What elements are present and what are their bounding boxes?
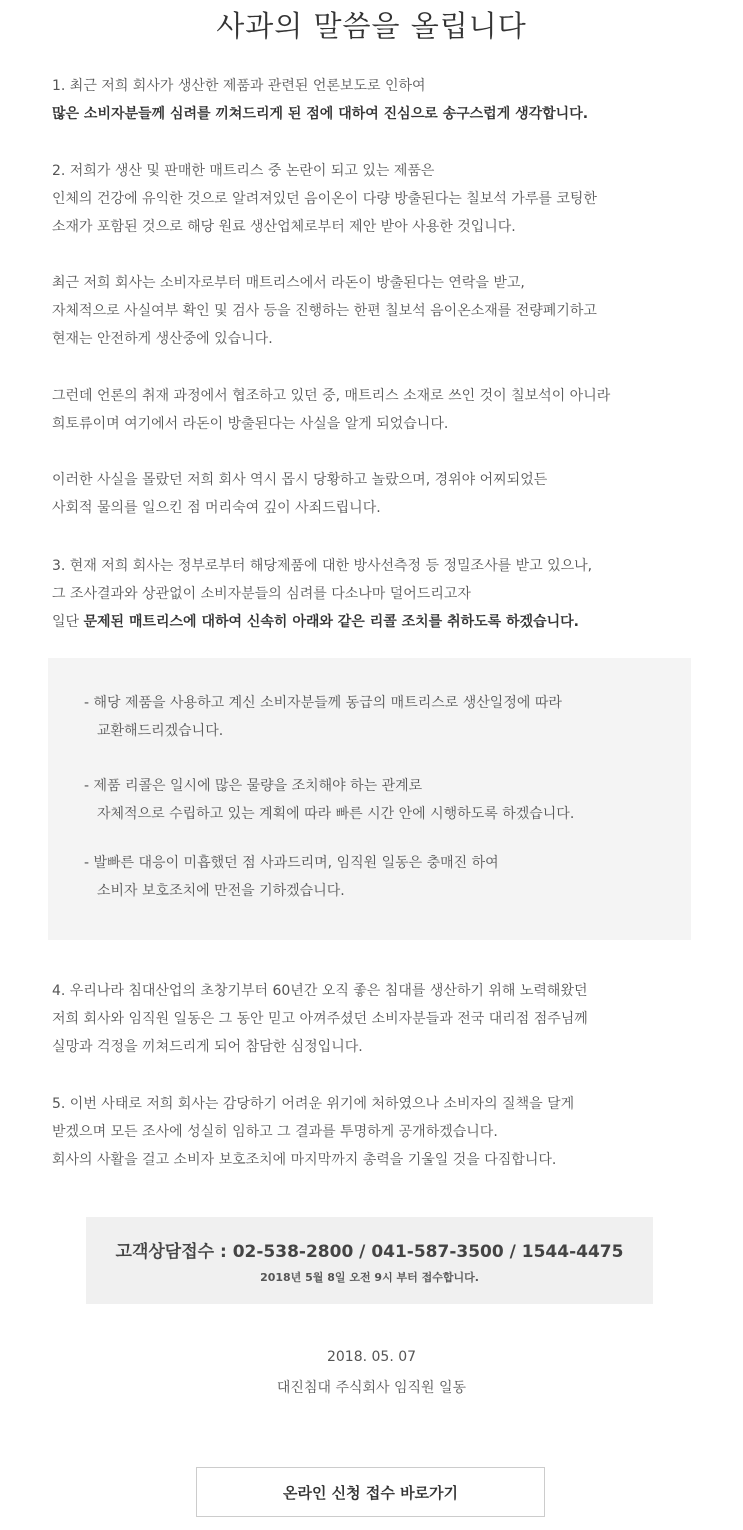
recall-item-1-line-1: - 해당 제품을 사용하고 계신 소비자분들께 동급의 매트리스로 생산일정에 따라 bbox=[84, 695, 562, 711]
customer-contact-box bbox=[86, 1217, 653, 1304]
section-2d-paragraph bbox=[52, 466, 712, 522]
section-2d-line-1: 이러한 사실을 몰랐던 저희 회사 역시 몹시 당황하고 놀랐으며, 경위야 어찌되었든 bbox=[52, 472, 548, 488]
section-4-line-3: 실망과 걱정을 끼쳐드리게 되어 참담한 심정입니다. bbox=[52, 1039, 363, 1055]
section-4-paragraph bbox=[52, 977, 712, 1061]
section-3-line-1: 3. 현재 저희 회사는 정부로부터 해당제품에 대한 방사선측정 등 정밀조사를 받고 있으나, bbox=[52, 558, 593, 574]
section-3-line-3-bold: 문제된 매트리스에 대하여 신속히 아래와 같은 리콜 조치를 취하도록 하겠습니다. bbox=[83, 614, 579, 630]
section-2d-line-2: 사회적 물의를 일으킨 점 머리숙여 깊이 사죄드립니다. bbox=[52, 500, 381, 516]
section-5-line-1: 5. 이번 사태로 저희 회사는 감당하기 어려운 위기에 처하였으나 소비자의 질책을 달게 bbox=[52, 1096, 575, 1112]
section-4-line-2: 저희 회사와 임직원 일동은 그 동안 믿고 아껴주셨던 소비자분들과 전국 대리점 점주님께 bbox=[52, 1011, 588, 1027]
section-2c-line-2: 희토류이며 여기에서 라돈이 방출된다는 사실을 알게 되었습니다. bbox=[52, 416, 449, 432]
recall-item-3-line-2: 소비자 보호조치에 만전을 기하겠습니다. bbox=[97, 883, 345, 899]
section-1-line-2: 많은 소비자분들께 심려를 끼쳐드리게 된 점에 대하여 진심으로 송구스럽게 생각합니다. bbox=[52, 106, 589, 122]
online-application-button[interactable]: 온라인 신청 접수 바로가기 bbox=[196, 1467, 545, 1517]
section-3-paragraph bbox=[52, 552, 712, 636]
section-2b-line-2: 자체적으로 사실여부 확인 및 검사 등을 진행하는 한편 칠보석 음이온소재를 전량폐기하고 bbox=[52, 303, 597, 319]
recall-item-2-line-1: - 제품 리콜은 일시에 많은 물량을 조치해야 하는 관계로 bbox=[84, 778, 423, 794]
section-3-line-2: 그 조사결과와 상관없이 소비자분들의 심려를 다소나마 덜어드리고자 bbox=[52, 586, 471, 602]
section-2b-line-3: 현재는 안전하게 생산중에 있습니다. bbox=[52, 331, 273, 347]
section-3-line-3-prefix: 일단 bbox=[52, 614, 84, 630]
section-2-paragraph bbox=[52, 157, 712, 241]
recall-item-3-line-1: - 발빠른 대응이 미흡했던 점 사과드리며, 임직원 일동은 충매진 하여 bbox=[84, 855, 499, 871]
section-5-line-2: 받겠으며 모든 조사에 성실히 임하고 그 결과를 투명하게 공개하겠습니다. bbox=[52, 1124, 498, 1140]
section-2c-paragraph bbox=[52, 382, 712, 438]
section-1-line-1: 1. 최근 저희 회사가 생산한 제품과 관련된 언론보도로 인하여 bbox=[52, 78, 426, 94]
section-5-line-3: 회사의 사활을 걸고 소비자 보호조치에 마지막까지 총력을 기울일 것을 다짐합니다. bbox=[52, 1152, 557, 1168]
section-2b-line-1: 최근 저희 회사는 소비자로부터 매트리스에서 라돈이 방출된다는 연락을 받고, bbox=[52, 275, 525, 291]
recall-item-2-line-2: 자체적으로 수립하고 있는 계획에 따라 빠른 시간 안에 시행하도록 하겠습니다. bbox=[97, 806, 575, 822]
section-4-line-1: 4. 우리나라 침대산업의 초창기부터 60년간 오직 좋은 침대를 생산하기 위해 노력해왔던 bbox=[52, 983, 588, 999]
section-3-line-3 bbox=[52, 608, 712, 636]
recall-item-3 bbox=[84, 849, 684, 905]
section-2-line-2: 인체의 건강에 유익한 것으로 알려져있던 음이온이 다량 방출된다는 칠보석 가루를 코팅한 bbox=[52, 191, 597, 207]
section-2b-paragraph bbox=[52, 269, 712, 353]
section-1-paragraph bbox=[52, 72, 712, 128]
section-2-line-3: 소재가 포함된 것으로 해당 원료 생산업체로부터 제안 받아 사용한 것입니다. bbox=[52, 219, 516, 235]
section-2-line-1: 2. 저희가 생산 및 판매한 매트리스 중 논란이 되고 있는 제품은 bbox=[52, 163, 435, 179]
recall-item-1-line-2: 교환해드리겠습니다. bbox=[97, 723, 224, 739]
page-title: 사과의 말씀을 올립니다 bbox=[216, 9, 527, 43]
contact-phone-numbers: 고객상담접수 : 02-538-2800 / 041-587-3500 / 1544-4475 bbox=[115, 1242, 624, 1262]
signature-date: 2018. 05. 07 bbox=[326, 1349, 417, 1365]
contact-start-date: 2018년 5월 8일 오전 9시 부터 접수합니다. bbox=[260, 1271, 479, 1284]
recall-item-1 bbox=[84, 689, 684, 745]
signature-company: 대진침대 주식회사 임직원 일동 bbox=[276, 1380, 467, 1396]
section-2c-line-1: 그런데 언론의 취재 과정에서 협조하고 있던 중, 매트리스 소재로 쓰인 것이 칠보석이 아니라 bbox=[52, 388, 611, 404]
section-5-paragraph bbox=[52, 1090, 712, 1174]
recall-item-2 bbox=[84, 772, 684, 828]
